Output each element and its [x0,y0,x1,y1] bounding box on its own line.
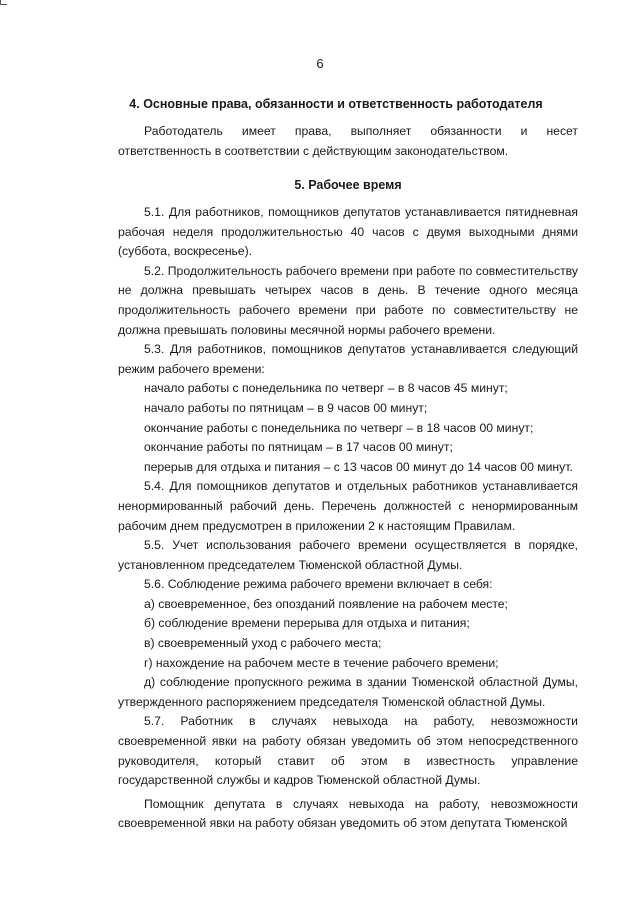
section-4-body [118,122,578,161]
section-5-body [118,203,578,834]
paragraph-5-7: 5.7. Работник в случаях невыхода на работу, невозможности своевременной явки на работу обязан уведомить об этом непосредственного руководителя, который ставит об этом в известность управление государственной службы и кадров Тюменской областной Думы. [118,714,578,788]
list-item: в) своевременный уход с рабочего места; [144,636,382,651]
paragraph-5-5: 5.5. Учет использования рабочего времени осуществляется в порядке, установленном председателем Тюменской областной Думы. [118,538,578,572]
paragraph-assistant: Помощник депутата в случаях невыхода на работу, невозможности своевременной явки на работу обязан уведомить об этом депутата Тюменской [118,796,578,831]
schedule-line: окончание работы с понедельника по четверг – в 18 часов 00 минут; [144,420,534,435]
list-item: б) соблюдение времени перерыва для отдыха и питания; [144,616,470,631]
list-item: г) нахождение на рабочем месте в течение рабочего времени; [144,655,499,670]
paragraph-5-3: 5.3. Для работников, помощников депутатов устанавливается следующий режим рабочего времени: [118,342,578,376]
page-number: 6 [316,56,324,71]
paragraph-5-2: 5.2. Продолжительность рабочего времени при работе по совместительству не должна превышать четырех часов в день. В течение одного месяца продолжительность рабочего времени при работе по совместительству не должна превышать половины месячной нормы рабочего времени. [118,263,578,337]
schedule-line: окончание работы по пятницам – в 17 часов 00 минут; [144,440,453,455]
list-item: а) своевременное, без опозданий появление на рабочем месте; [144,596,508,611]
paragraph: Работодатель имеет права, выполняет обязанности и несет ответственность в соответствии с действующим законодательством. [118,124,578,158]
paragraph-5-4: 5.4. Для помощников депутатов и отдельных работников устанавливается ненормированный рабочий день. Перечень должностей с ненормированным рабочим днем предусмотрен в приложении 2 к настоящим Правилам. [118,479,578,533]
schedule-line: начало работы с понедельника по четверг – в 8 часов 45 минут; [144,381,508,396]
list-item: д) соблюдение пропускного режима в здании Тюменской областной Думы, утвержденного распоряжением председателя Тюменской областной Думы. [118,675,578,709]
section-4-heading: 4. Основные права, обязанности и ответственность работодателя [129,97,543,111]
schedule-line: начало работы по пятницам – в 9 часов 00 минут; [144,400,428,415]
paragraph-5-1: 5.1. Для работников, помощников депутатов устанавливается пятидневная рабочая неделя продолжительностью 40 часов с двумя выходными днями (суббота, воскресенье). [118,205,578,259]
section-5-heading: 5. Рабочее время [294,178,402,192]
paragraph-5-6: 5.6. Соблюдение режима рабочего времени включает в себя: [144,577,493,592]
schedule-line: перерыв для отдыха и питания – с 13 часов 00 минут до 14 часов 00 минут. [144,459,573,474]
